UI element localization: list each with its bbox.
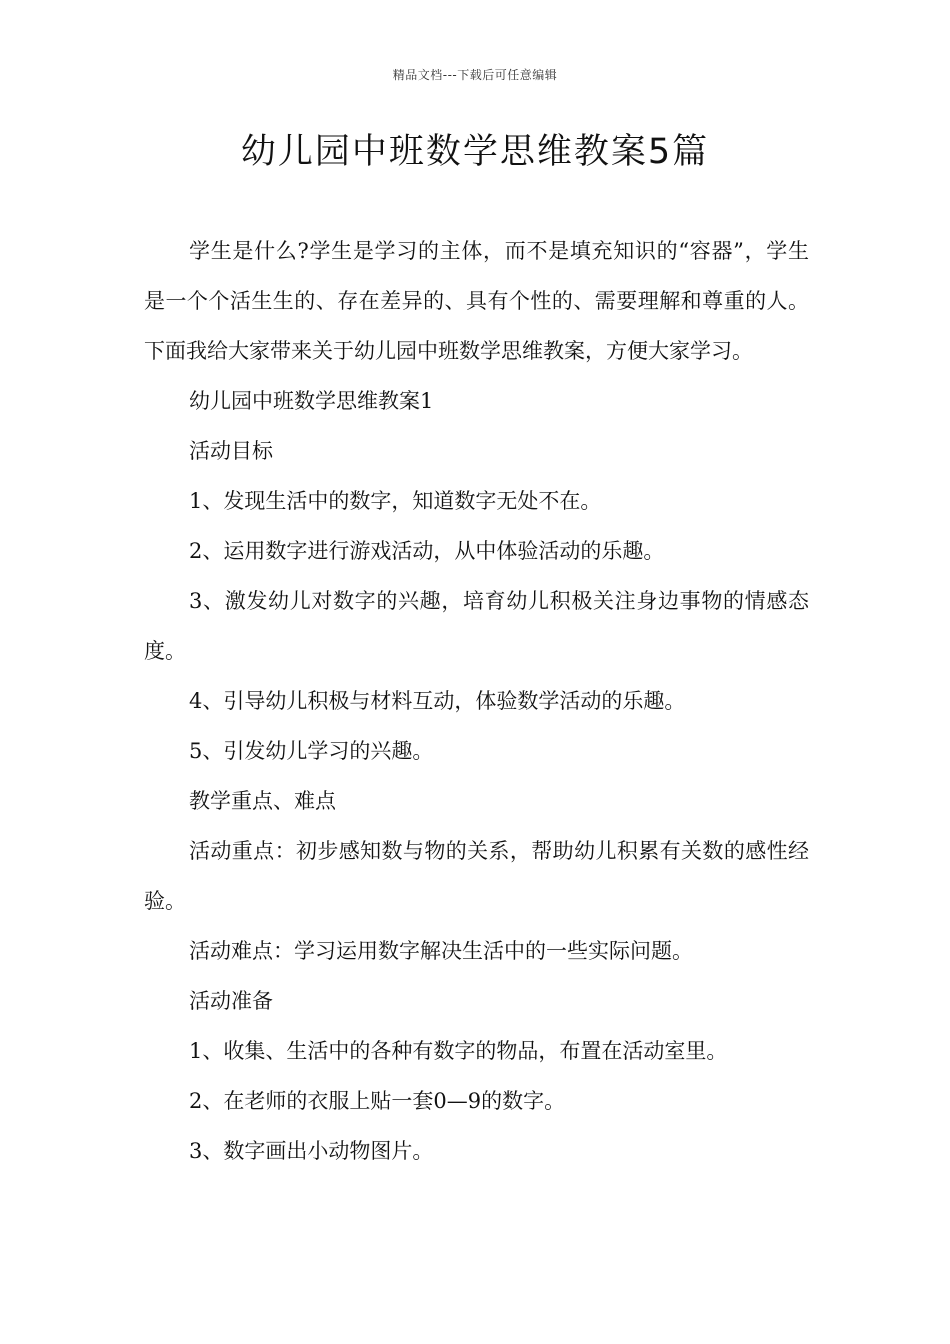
goal-item-4: 4、引导幼儿积极与材料互动，体验数学活动的乐趣。	[189, 689, 686, 713]
difficulty-paragraph: 活动难点：学习运用数字解决生活中的一些实际问题。	[189, 939, 693, 963]
goal-item-3: 3、激发幼儿对数字的兴趣，培育幼儿积极关注身边事物的情感态度。	[144, 589, 809, 663]
preparation-item-3: 3、数字画出小动物图片。	[189, 1139, 434, 1163]
header-note: 精品文档---下载后可任意编辑	[392, 68, 558, 82]
subheading-key-points: 教学重点、难点	[189, 789, 336, 813]
section-heading-lesson-1: 幼儿园中班数学思维教案1	[189, 389, 434, 413]
intro-paragraph: 学生是什么?学生是学习的主体，而不是填充知识的“容器”，学生是一个个活生生的、存在差异的、具有个性的、需要理解和尊重的人。下面我给大家带来关于幼儿园中班数学思维教案，方便大家学习。	[144, 239, 809, 363]
goal-item-2: 2、运用数字进行游戏活动，从中体验活动的乐趣。	[189, 539, 665, 563]
key-point-paragraph: 活动重点：初步感知数与物的关系，帮助幼儿积累有关数的感性经验。	[144, 839, 809, 913]
document-body	[144, 226, 809, 1176]
goal-item-5: 5、引发幼儿学习的兴趣。	[189, 739, 434, 763]
subheading-activity-goals: 活动目标	[189, 439, 273, 463]
document-title: 幼儿园中班数学思维教案5篇	[240, 132, 710, 172]
preparation-item-1: 1、收集、生活中的各种有数字的物品，布置在活动室里。	[189, 1039, 728, 1063]
preparation-item-2: 2、在老师的衣服上贴一套0—9的数字。	[189, 1089, 566, 1113]
subheading-preparation: 活动准备	[189, 989, 273, 1013]
goal-item-1: 1、发现生活中的数字，知道数字无处不在。	[189, 489, 602, 513]
